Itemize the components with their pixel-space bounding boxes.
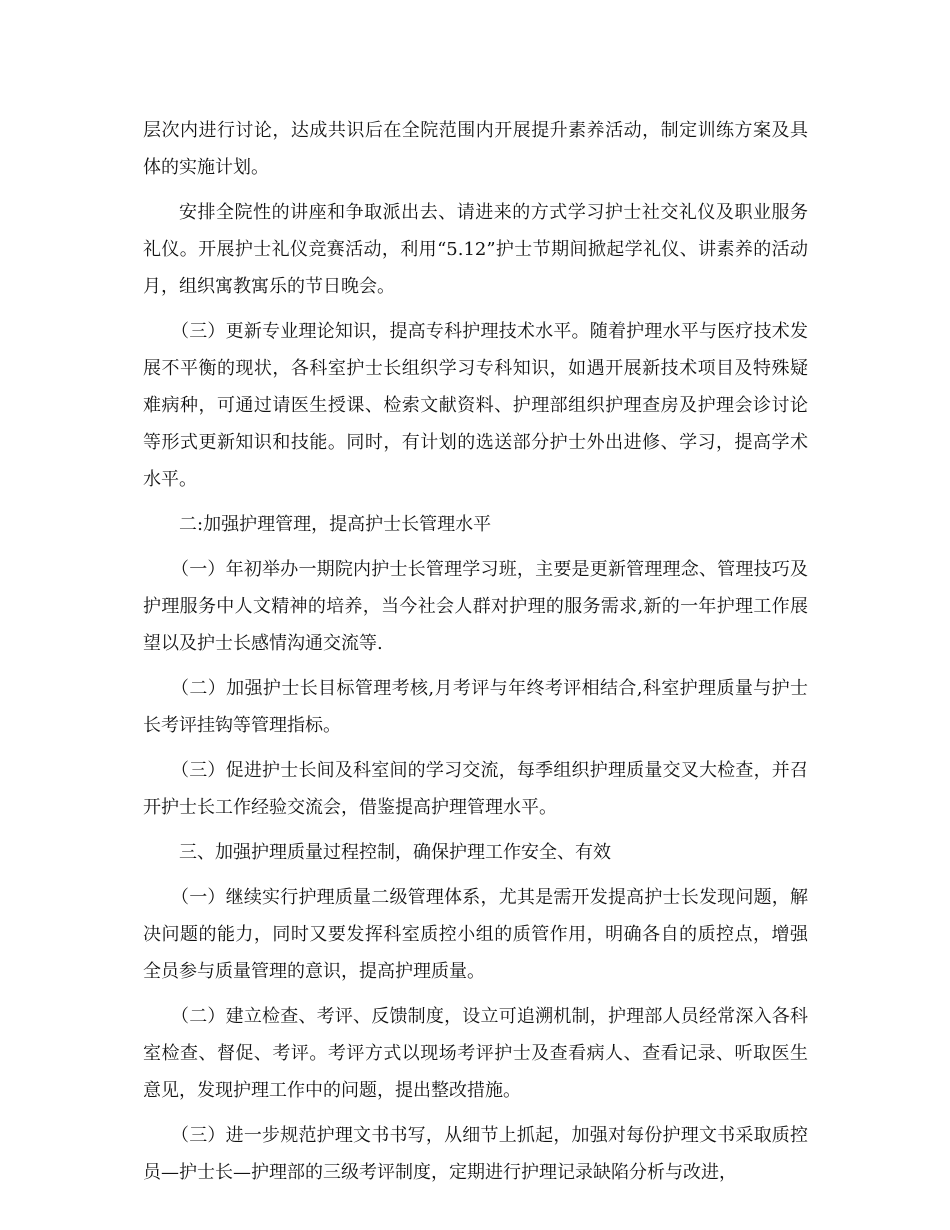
paragraph-1: 层次内进行讨论，达成共识后在全院范围内开展提升素养活动，制定训练方案及具体的实施计划。	[143, 120, 808, 178]
section-heading-3: 三、加强护理质量过程控制，确保护理工作安全、有效	[179, 842, 611, 863]
paragraph-6: （三）促进护士长间及科室间的学习交流，每季组织护理质量交叉大检查，并召开护士长工作经验交流会，借鉴提高护理管理水平。	[143, 760, 808, 818]
paragraph-4: （一）年初举办一期院内护士长管理学习班，主要是更新管理理念、管理技巧及护理服务中人文精神的培养，当今社会人群对护理的服务需求,新的一年护理工作展望以及护士长感情沟通交流等.	[143, 559, 808, 654]
document-body	[143, 112, 808, 1199]
section-heading-2: 二:加强护理管理，提高护士长管理水平	[179, 514, 492, 535]
paragraph-5: （二）加强护士长目标管理考核,月考评与年终考评相结合,科室护理质量与护士长考评挂钩等管理指标。	[143, 678, 808, 736]
paragraph-9: （三）进一步规范护理文书书写，从细节上抓起，加强对每份护理文书采取质控员—护士长—护理部的三级考评制度，定期进行护理记录缺陷分析与改进，	[143, 1125, 808, 1183]
paragraph-2: 安排全院性的讲座和争取派出去、请进来的方式学习护士社交礼仪及职业服务礼仪。开展护士礼仪竞赛活动，利用“5.12”护士节期间掀起学礼仪、讲素养的活动月，组织寓教寓乐的节日晚会。	[143, 202, 808, 297]
paragraph-8: （二）建立检查、考评、反馈制度，设立可追溯机制，护理部人员经常深入各科室检查、督促、考评。考评方式以现场考评护士及查看病人、查看记录、听取医生意见，发现护理工作中的问题，提出整改措施。	[143, 1006, 808, 1101]
paragraph-3: （三）更新专业理论知识，提高专科护理技术水平。随着护理水平与医疗技术发展不平衡的现状，各科室护士长组织学习专科知识，如遇开展新技术项目及特殊疑难病种，可通过请医生授课、检索文献资料、护理部组织护理查房及护理会诊讨论等形式更新知识和技能。同时，有计划的选送部分护士外出进修、学习，提高学术水平。	[143, 321, 808, 490]
paragraph-7: （一）继续实行护理质量二级管理体系，尤其是需开发提高护士长发现问题，解决问题的能力，同时又要发挥科室质控小组的质管作用，明确各自的质控点，增强全员参与质量管理的意识，提高护理质量。	[143, 887, 808, 982]
